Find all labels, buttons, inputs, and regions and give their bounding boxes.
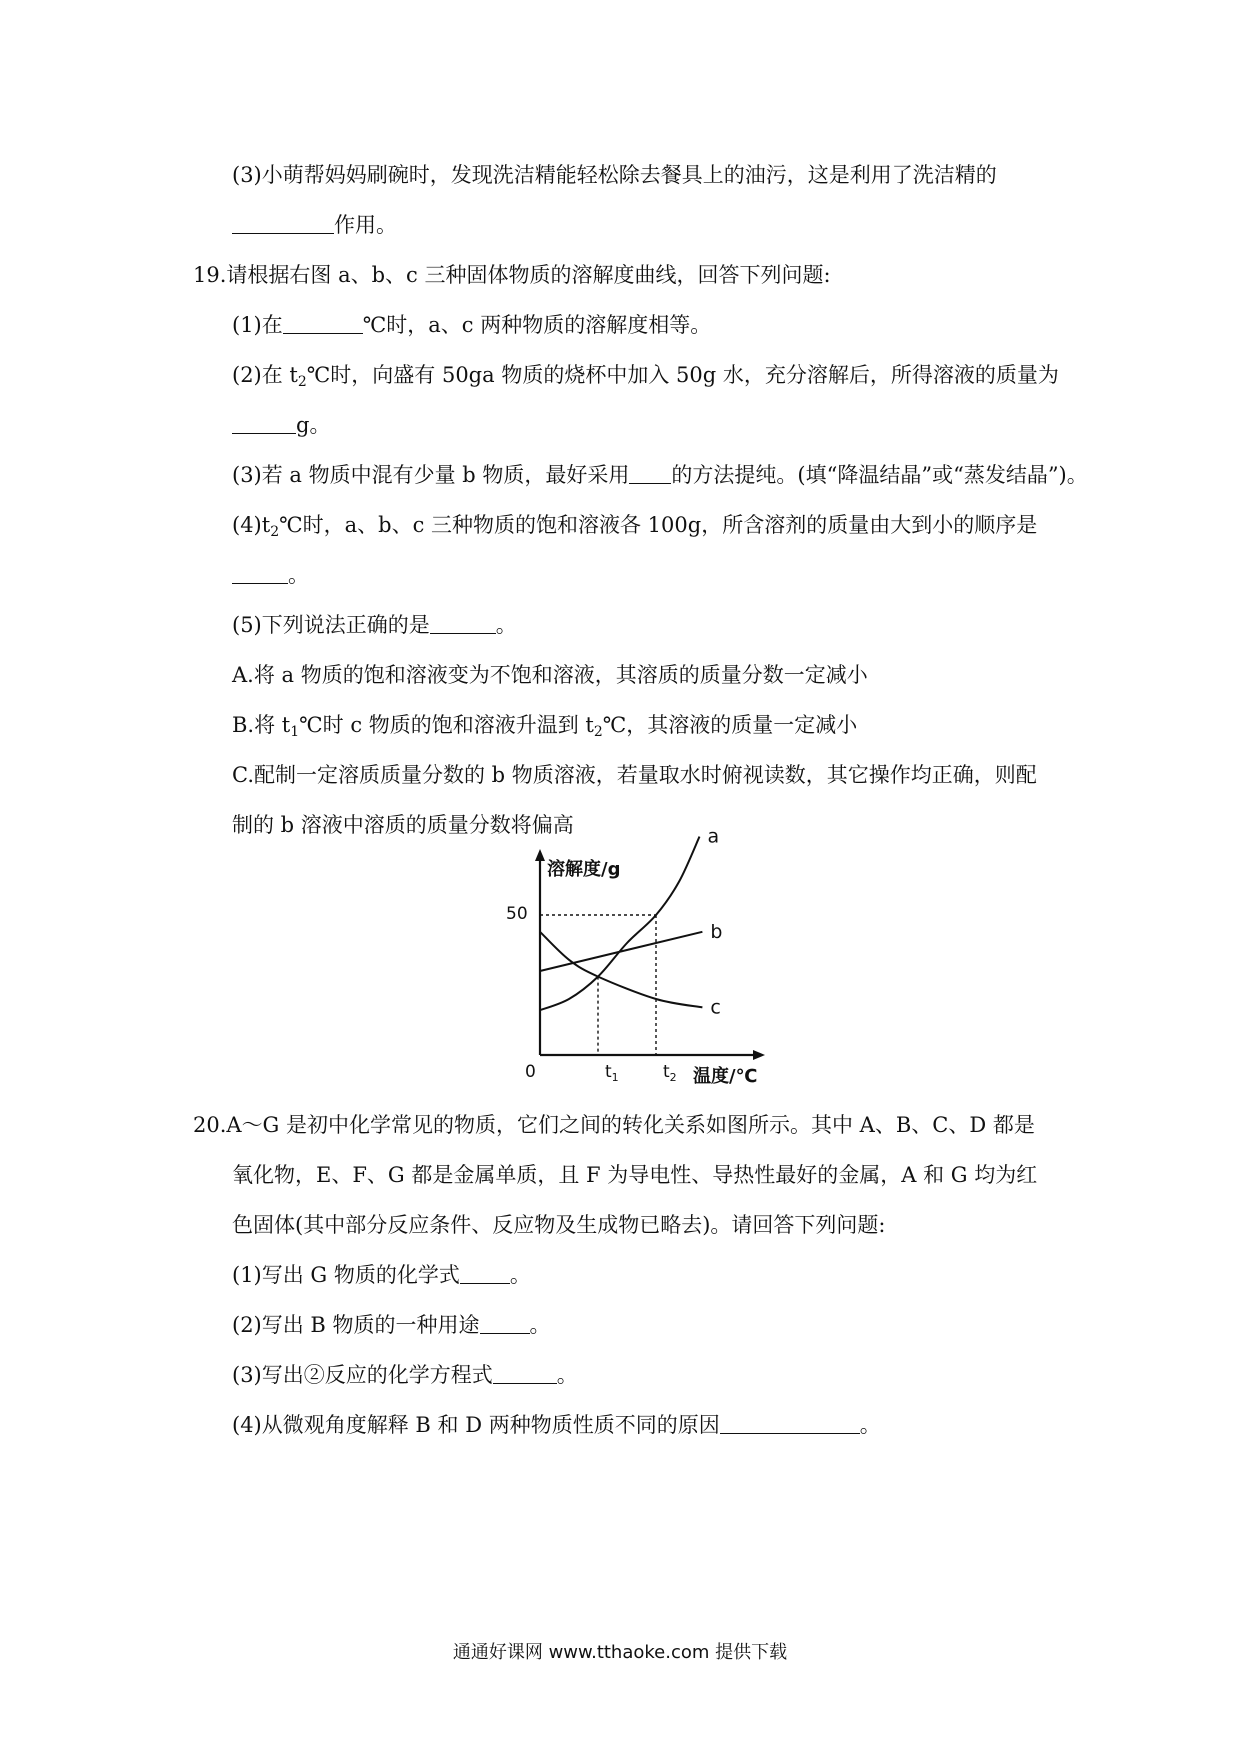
q20-part2: (2)写出 B 物质的一种用途 。 [232,1313,551,1337]
answer-blank[interactable] [232,561,288,584]
answer-blank[interactable] [480,1311,530,1334]
series-label-c: c [710,996,721,1019]
curve-c [540,932,702,1008]
q19-part5: (5)下列说法正确的是 。 [232,613,517,637]
q19-option-a: A.将 a 物质的饱和溶液变为不饱和溶液，其溶质的质量分数一定减小 [232,663,868,687]
y-axis-label: 溶解度/g [547,859,621,880]
q19-option-b: B.将 $t_1℃$时 c 物质的饱和溶液升温到 $t_2℃$，其溶液的质量一定减小 [232,713,858,740]
x-tick-label-t2: $t_2$ [663,1062,677,1084]
q19-option-c-line2: 制的 b 溶液中溶质的质量分数将偏高 [232,813,574,837]
y-axis-arrow-icon [535,849,545,861]
q19-part4: $(4)t_2℃$时，a、b、c 三种物质的饱和溶液各 100g，所含溶剂的质量由大到小的顺序是 [232,513,1038,540]
q19-intro: 19.请根据右图 a、b、c 三种固体物质的溶解度曲线，回答下列问题: [193,263,831,287]
answer-blank[interactable] [283,311,363,334]
x-axis-arrow-icon [753,1050,765,1060]
q19-part3: (3)若 a 物质中混有少量 b 物质，最好采用 的方法提纯。(填“降温结晶”或“蒸发结晶”)。 [232,463,1088,487]
chart-guide-lines [540,915,656,1055]
answer-blank[interactable] [629,461,671,484]
chart-curves [540,826,722,1019]
q20-line1: 20.A～G 是初中化学常见的物质，它们之间的转化关系如图所示。其中 A、B、C、D 都是 [193,1113,1035,1137]
answer-blank[interactable] [430,611,496,634]
q19-option-c-line1: C.配制一定溶质质量分数的 b 物质溶液，若量取水时俯视读数，其它操作均正确，则配 [232,763,1037,787]
answer-blank[interactable] [232,411,296,434]
q20-line2: 氧化物，E、F、G 都是金属单质，且 F 为导电性、导热性最好的金属，A 和 G 均为红 [232,1163,1038,1187]
answer-blank[interactable] [460,1261,510,1284]
series-label-a: a [707,825,720,848]
q20-part1: (1)写出 G 物质的化学式 。 [232,1263,531,1287]
origin-label: 0 [525,1062,536,1082]
answer-blank[interactable] [720,1411,860,1434]
q20-part3: (3)写出②反应的化学方程式 。 [232,1363,578,1387]
solubility-chart [495,825,785,1087]
series-label-b: b [710,920,723,943]
q20-line3: 色固体(其中部分反应条件、反应物及生成物已略去)。请回答下列问题: [232,1213,886,1237]
q19-part2: (2)在 $t_2℃$时，向盛有 50ga 物质的烧杯中加入 50g 水，充分溶解后，所得溶液的质量为 [232,363,1059,390]
q19-part1: (1)在 ℃时，a、c 两种物质的溶解度相等。 [232,313,712,337]
answer-blank[interactable] [493,1361,557,1384]
curve-b [540,932,702,971]
q18-part3-line2: 作用。 [232,210,397,240]
q18-part3-line1: (3)小萌帮妈妈刷碗时，发现洗洁精能轻松除去餐具上的油污，这是利用了洗洁精的 [232,163,997,187]
y-tick-label: 50 [506,904,528,924]
x-axis-label: 温度/℃ [693,1066,758,1087]
x-tick-label-t1: $t_1$ [605,1062,619,1084]
chart-labels [506,858,757,1087]
footer-source: 通通好课网 www.tthaoke.com 提供下载 [452,1642,788,1663]
q19-part4-line2: 。 [232,560,309,590]
chart-axes [535,849,765,1060]
q20-part4: (4)从微观角度解释 B 和 D 两种物质性质不同的原因 。 [232,1413,881,1437]
answer-blank[interactable] [232,211,334,234]
q19-part2-line2: g。 [232,410,330,440]
